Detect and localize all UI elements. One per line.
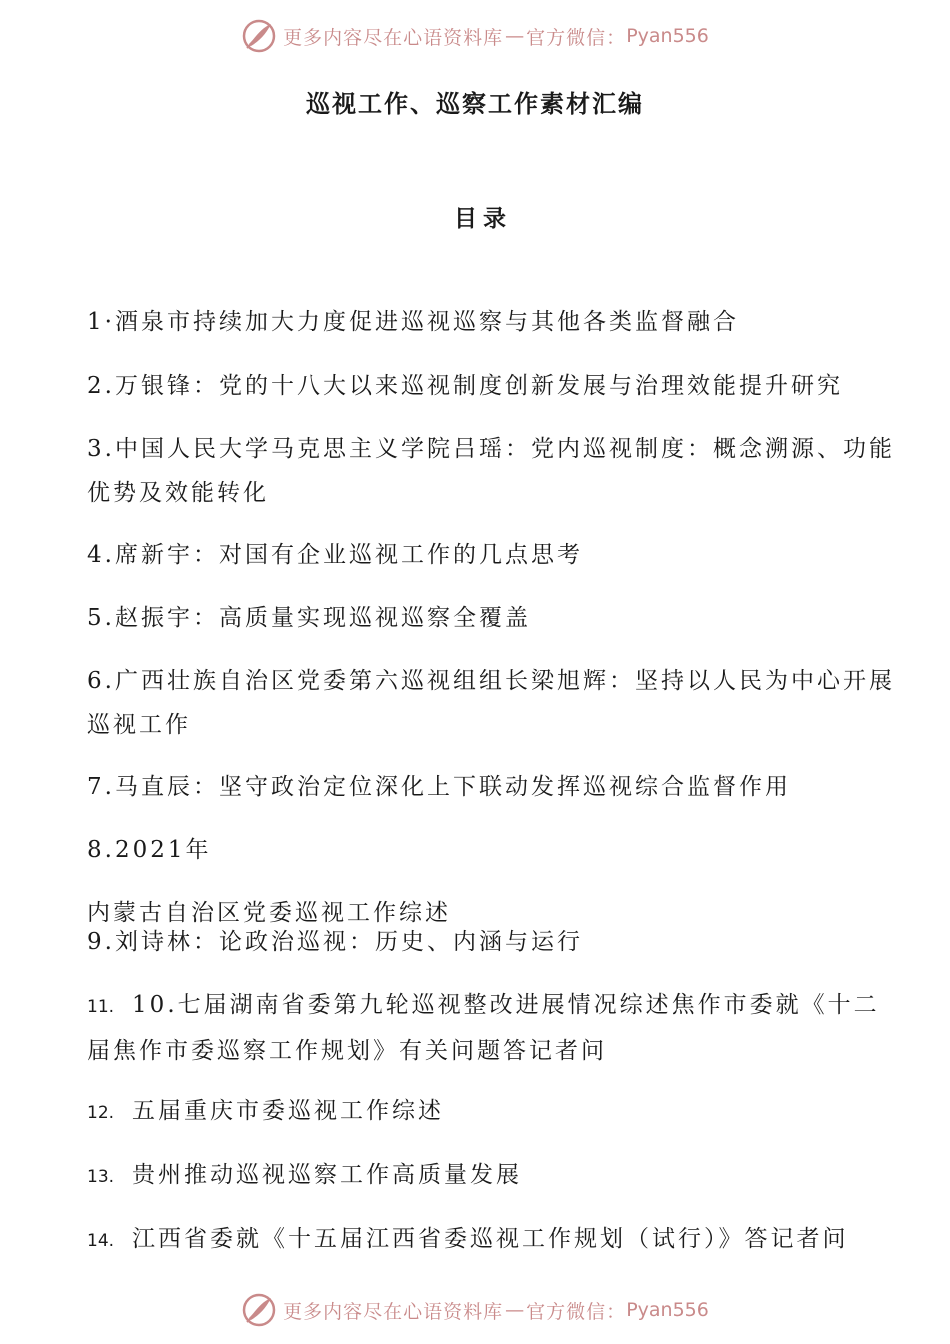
toc-item-text-continued: 届焦作市委巡察工作规划》有关问题答记者问: [87, 1038, 607, 1064]
toc-item: [87, 659, 895, 747]
quill-logo-icon: [241, 18, 277, 54]
toc-item-number: 12.: [87, 1103, 115, 1123]
document-title: 巡视工作、巡察工作素材汇编: [306, 89, 644, 118]
toc-item-text: 贵州推动巡视巡察工作高质量发展: [132, 1162, 523, 1188]
toc-item-number: 14.: [87, 1231, 115, 1251]
toc-item: [87, 765, 791, 809]
quill-logo-icon: [241, 1292, 277, 1328]
toc-item-text: 3.中国人民大学马克思主义学院吕瑶：党内巡视制度：概念溯源、功能: [87, 436, 895, 462]
watermark-handle: Pyan556: [626, 25, 709, 47]
toc-item: [87, 300, 739, 344]
toc-item-text: 10.七届湖南省委第九轮巡视整改进展情况综述焦作市委就《十二: [132, 992, 880, 1018]
watermark-handle: Pyan556: [626, 1299, 709, 1321]
toc-item-text: 内蒙古自治区党委巡视工作综述: [87, 900, 451, 926]
toc-heading: 目录: [454, 205, 512, 232]
toc-item-text: 9.刘诗林：论政治巡视：历史、内涵与运行: [87, 929, 583, 955]
watermark-wechat-label: 官方微信：: [526, 26, 627, 49]
toc-item-text: 1·酒泉市持续加大力度促进巡视巡察与其他各类监督融合: [87, 309, 739, 335]
watermark-wechat-label: 官方微信：: [526, 1300, 627, 1323]
toc-item-text: 2.万银锋：党的十八大以来巡视制度创新发展与治理效能提升研究: [87, 373, 843, 399]
toc-item: [87, 920, 583, 964]
toc-item: [87, 364, 843, 408]
watermark-text: 更多内容尽在心语资料库: [283, 1300, 504, 1323]
toc-item-text: 8.2021年: [87, 837, 212, 863]
toc-item-text: 6.广西壮族自治区党委第六巡视组组长梁旭辉：坚持以人民为中心开展: [87, 668, 895, 694]
toc-item: [87, 983, 880, 1073]
watermark-header: [0, 16, 950, 56]
toc-item-text: 5.赵振宇：高质量实现巡视巡察全覆盖: [87, 605, 531, 631]
toc-item: [87, 1089, 444, 1135]
toc-item-text-continued: 优势及效能转化: [87, 480, 269, 506]
watermark-text: 更多内容尽在心语资料库: [283, 26, 504, 49]
toc-item-text-continued: 巡视工作: [87, 712, 191, 738]
toc-item-number: 11.: [87, 997, 115, 1017]
watermark-separator: —: [505, 1299, 525, 1321]
watermark-separator: —: [505, 25, 525, 47]
toc-item-text: 江西省委就《十五届江西省委巡视工作规划（试行）》答记者问: [132, 1226, 849, 1252]
toc-item-text: 五届重庆市委巡视工作综述: [132, 1098, 445, 1124]
toc-item: [87, 1153, 522, 1199]
toc-item: [87, 533, 583, 577]
toc-item: [87, 828, 211, 872]
toc-item-number: 13.: [87, 1167, 115, 1187]
toc-item-text: 4.席新宇：对国有企业巡视工作的几点思考: [87, 542, 583, 568]
toc-item: [87, 596, 531, 640]
watermark-footer: [0, 1290, 950, 1330]
toc-item: [87, 1217, 849, 1263]
toc-item: [87, 427, 895, 515]
toc-item-text: 7.马直辰：坚守政治定位深化上下联动发挥巡视综合监督作用: [87, 774, 791, 800]
